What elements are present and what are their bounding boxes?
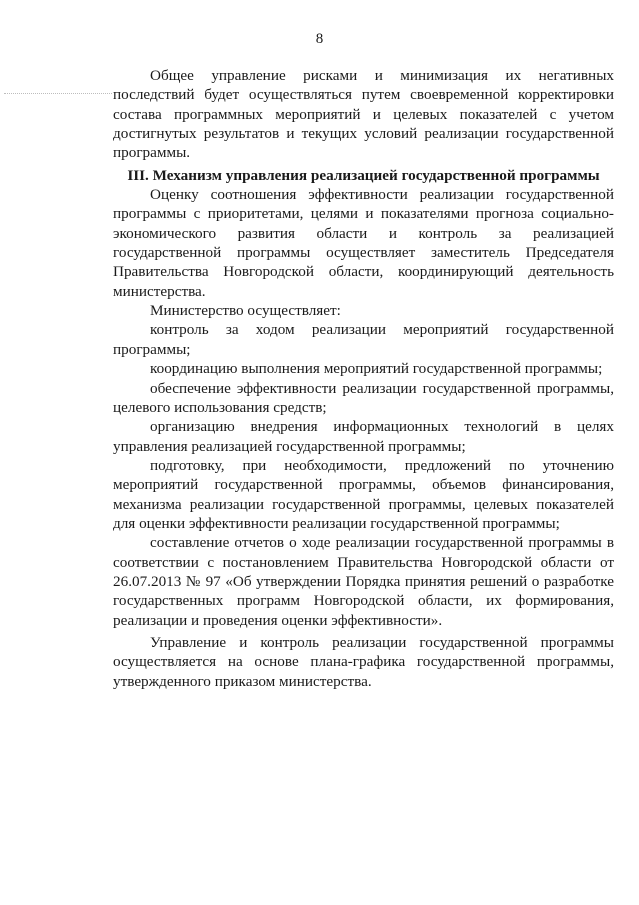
list-item-control: контроль за ходом реализации мероприятий государственной программы; <box>113 321 614 358</box>
document-body <box>113 66 614 691</box>
list-item-it-implementation: организацию внедрения информационных технологий в целях управления реализацией государственной программы; <box>113 418 614 455</box>
paragraph-efficiency-assessment: Оценку соотношения эффективности реализации государственной программы с приоритетами, целями и показателями прогноза социально-экономического развития области и контроль за реализацией государственной программы осуществляет заместитель Председателя Правительства Новгородской области, координирующий деятельность министерства. <box>113 186 614 300</box>
list-item-efficiency: обеспечение эффективности реализации государственной программы, целевого использования средств; <box>113 379 614 416</box>
paragraph-risk-management: Общее управление рисками и минимизация их негативных последствий будет осуществляться путем своевременной корректировки состава программных мероприятий и целевых показателей с учетом достигнутых результатов и текущих условий реализации государственной программы. <box>113 67 614 162</box>
list-item-coordination: координацию выполнения мероприятий государственной программы; <box>150 360 603 378</box>
paragraph-management-control: Управление и контроль реализации государственной программы осуществляется на основе плана-графика государственной программы, утвержденного приказом министерства. <box>113 633 614 690</box>
list-item-reports: составление отчетов о ходе реализации государственной программы в соответствии с постановлением Правительства Новгородской области от 26.07.2013 № 97 «Об утверждении Порядка принятия решений о разработке государственных программ Новгородской области, их формирования, реализации и проведения оценки эффективности». <box>113 534 614 629</box>
paragraph-ministry-intro: Министерство осуществляет: <box>150 302 341 320</box>
section-heading: III. Механизм управления реализацией государственной программы <box>127 166 600 184</box>
list-item-proposals: подготовку, при необходимости, предложений по уточнению мероприятий государственной программы, объемов финансирования, механизма реализации государственной программы, целевых показателей для оценки эффективности реализации государственной программы; <box>113 456 614 532</box>
scan-artifact <box>4 93 112 96</box>
page-number: 8 <box>315 31 324 47</box>
